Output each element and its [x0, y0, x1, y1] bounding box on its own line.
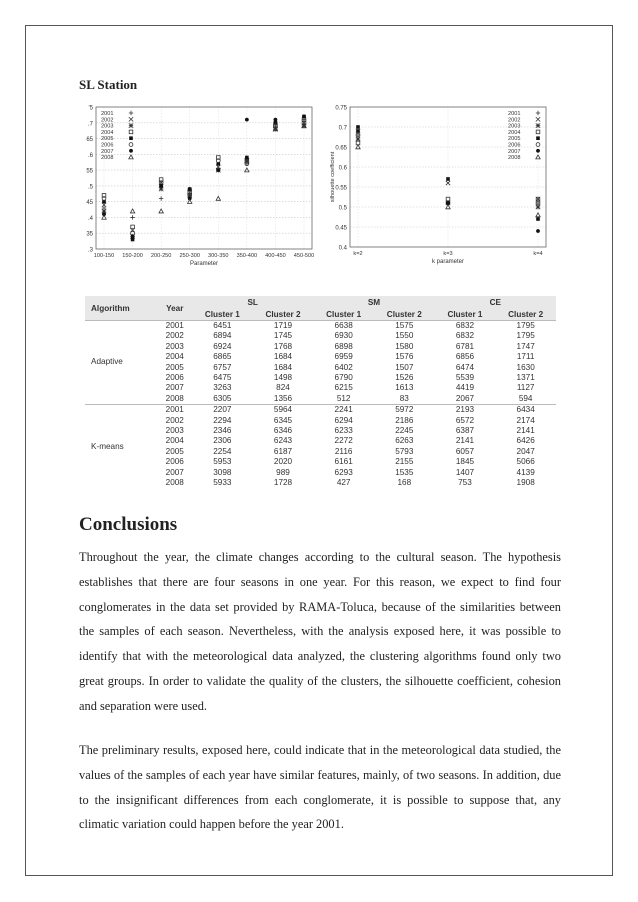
table-body: [85, 321, 556, 489]
value-cell: 1371: [516, 373, 535, 383]
value-cell: 6959: [334, 352, 353, 362]
data-point: [356, 129, 360, 133]
value-cell: 4139: [516, 467, 535, 477]
value-cell: 83: [399, 393, 409, 403]
group-header: SM: [313, 296, 434, 308]
legend-label: 2004: [101, 129, 114, 136]
year-cell: 2001: [158, 405, 193, 416]
legend-label: 2003: [101, 123, 114, 130]
y-tick-label: 0.6: [338, 165, 347, 172]
value-cell: 2186: [395, 415, 414, 425]
value-cell: 1507: [395, 362, 414, 372]
subheader: Cluster 2: [253, 308, 314, 321]
value-cell: 6475: [213, 373, 232, 383]
legend-label: 2001: [101, 111, 114, 117]
y-tick-label: 0.7: [338, 125, 347, 132]
x-tick-label: 100-150: [93, 253, 115, 259]
conclusions-paragraph-2: The preliminary results, exposed here, could indicate that in the meteorological data studied, the values of the samples of each year have similar features, mainly, of two seasons. In addition, due to the insignificant differences from each conglomerate, it is possible to suppose that, any climatic variation could happen before the year 2001.: [79, 743, 561, 832]
value-cell: 1580: [395, 341, 414, 351]
marker-filled-circle: [274, 118, 278, 122]
year-cell: 2003: [165, 426, 184, 436]
value-cell: 6572: [455, 415, 475, 425]
value-cell: 3263: [213, 383, 232, 393]
year-cell: 2005: [165, 446, 184, 456]
value-cell: 6243: [273, 436, 293, 446]
value-cell: 6305: [213, 393, 232, 403]
legend-label: 2002: [508, 117, 521, 124]
value-cell: 6345: [273, 415, 293, 425]
data-point: [131, 234, 135, 238]
legend-marker: [129, 130, 133, 134]
data-point: [536, 205, 540, 209]
legend-marker: [536, 136, 540, 140]
marker-filled-circle: [302, 115, 306, 119]
marker-square: [129, 130, 133, 134]
x-tick-label: 200-250: [150, 253, 172, 259]
value-cell: 2241: [313, 405, 374, 416]
x-tick-label: 450-500: [293, 253, 315, 259]
legend-marker: [536, 149, 540, 153]
value-cell: 3098: [213, 467, 232, 477]
data-point: [274, 118, 278, 122]
legend-label: 2007: [508, 148, 521, 155]
value-cell: 6426: [516, 436, 535, 446]
x-axis-label: k parameter: [431, 259, 465, 265]
value-cell: 5539: [455, 373, 475, 383]
marker-star: [129, 123, 133, 127]
value-cell: 6233: [334, 426, 353, 436]
data-point: [216, 168, 220, 172]
x-tick-label: 250-300: [179, 253, 200, 259]
x-tick-label: 300-350: [208, 253, 229, 259]
legend-marker: [129, 136, 133, 140]
y-tick-label: 0.5: [338, 205, 347, 212]
value-cell: 6346: [273, 426, 293, 436]
marker-cross: [536, 117, 540, 121]
value-cell: 6790: [334, 373, 353, 383]
x-tick-label: 150-200: [122, 253, 143, 259]
chart-parameter: [80, 103, 320, 273]
subheader: Cluster 1: [192, 308, 253, 321]
group-header: CE: [435, 296, 556, 308]
data-point: [188, 187, 192, 191]
marker-filled-circle: [159, 184, 163, 188]
year-cell: 2005: [165, 362, 184, 372]
value-cell: 5066: [516, 457, 535, 467]
value-cell: 1711: [516, 352, 535, 362]
data-point: [159, 196, 163, 200]
value-cell: 6293: [334, 467, 353, 477]
marker-filled-square: [356, 125, 360, 129]
value-cell: 753: [458, 478, 472, 488]
value-cell: 2346: [213, 426, 232, 436]
value-cell: 1127: [516, 383, 535, 393]
value-cell: 6161: [334, 457, 353, 467]
marker-star: [536, 205, 540, 209]
data-point: [159, 184, 163, 188]
marker-filled-square: [188, 187, 192, 191]
value-cell: 6387: [455, 426, 475, 436]
year-cell: 2002: [165, 415, 184, 425]
marker-cross: [446, 181, 450, 185]
marker-filled-circle: [131, 234, 135, 238]
year-cell: 2007: [165, 467, 184, 477]
legend-label: 2006: [508, 142, 521, 149]
data-point: [245, 156, 249, 160]
data-point: [245, 118, 249, 122]
table-row: [85, 405, 556, 416]
data-point: [302, 115, 306, 119]
value-cell: 1745: [273, 331, 293, 341]
value-cell: 594: [518, 393, 533, 403]
value-cell: 5953: [213, 457, 232, 467]
year-cell: 2008: [165, 393, 184, 403]
year-cell: 2008: [165, 478, 184, 488]
value-cell: 2067: [455, 393, 475, 403]
value-cell: 1747: [516, 341, 535, 351]
data-point: [536, 229, 540, 233]
y-tick-label: 35: [86, 231, 93, 238]
marker-filled-circle: [245, 118, 249, 122]
value-cell: 6215: [334, 383, 353, 393]
y-tick-label: '5: [88, 105, 93, 112]
table-row: [85, 321, 556, 332]
chart-k-parameter: [330, 103, 555, 273]
value-cell: 2141: [516, 426, 535, 436]
x-axis-label: Parameter: [189, 261, 219, 267]
year-cell: 2004: [165, 436, 184, 446]
y-tick-label: .7: [87, 121, 93, 128]
legend-marker: [129, 149, 133, 153]
subheader: Cluster 2: [374, 308, 435, 321]
value-cell: 5933: [213, 478, 232, 488]
results-table-wrap: [85, 296, 556, 507]
y-tick-label: 0.65: [335, 145, 347, 152]
marker-filled-square: [536, 136, 540, 140]
value-cell: 2254: [213, 446, 232, 456]
value-cell: 5972: [374, 405, 435, 416]
y-tick-label: .4: [87, 215, 93, 222]
value-cell: 1795: [495, 321, 556, 332]
value-cell: 6898: [334, 341, 353, 351]
value-cell: 1575: [374, 321, 435, 332]
conclusions-paragraph-1: Throughout the year, the climate changes according to the cultural season. The hypothesis establishes that there are four seasons in one year. For this reason, we expect to find four conglomerates in the data set provided by RAMA-Toluca, because of the similarities between the samples of each season. Nevertheless, with the analysis exposed here, it was possible to identify that with the meteorological data analyzed, the clustering algorithms found only two great groups. In order to validate the quality of the clusters, the silhouette coefficient, cohesion and separation were used.: [79, 550, 561, 713]
marker-filled-square: [129, 136, 133, 140]
conclusions-heading: Conclusions: [79, 514, 178, 535]
value-cell: 168: [397, 478, 412, 488]
legend-marker: [129, 123, 133, 127]
legend-marker: [536, 123, 540, 127]
data-point: [356, 137, 360, 141]
group-header: SL: [192, 296, 313, 308]
legend-label: 2007: [101, 148, 114, 155]
value-cell: 2155: [395, 457, 414, 467]
value-cell: 4419: [455, 383, 475, 393]
legend-label: 2002: [101, 117, 114, 124]
value-cell: 6638: [313, 321, 374, 332]
algorithm-cell: Adaptive: [85, 321, 158, 405]
legend-label: 2008: [508, 155, 521, 162]
data-point: [446, 177, 450, 181]
value-cell: 1498: [273, 373, 293, 383]
value-cell: 6757: [213, 362, 232, 372]
value-cell: 6294: [334, 415, 353, 425]
marker-filled-circle: [216, 168, 220, 172]
y-tick-label: .5: [87, 184, 93, 191]
subheader: Cluster 1: [435, 308, 496, 321]
results-table: [85, 296, 556, 489]
y-tick-label: 0.75: [335, 105, 347, 112]
x-tick-label: k=3: [443, 251, 453, 257]
col-year: Year: [158, 296, 193, 321]
year-cell: 2006: [165, 373, 184, 383]
legend-marker: [536, 117, 540, 121]
legend-label: 2003: [508, 123, 521, 130]
value-cell: 824: [276, 383, 290, 393]
data-point: [356, 125, 360, 129]
value-cell: 2047: [516, 446, 535, 456]
year-cell: 2002: [165, 331, 184, 341]
legend-label: 2008: [101, 155, 114, 162]
value-cell: 1719: [253, 321, 314, 332]
value-cell: 2020: [273, 457, 293, 467]
marker-filled-square: [446, 177, 450, 181]
value-cell: 1535: [395, 467, 414, 477]
year-cell: 2006: [165, 457, 184, 467]
col-algorithm: Algorithm: [85, 296, 158, 321]
value-cell: 2141: [455, 436, 475, 446]
x-tick-label: k=2: [353, 251, 363, 257]
data-point: [130, 215, 134, 219]
value-cell: 2193: [435, 405, 496, 416]
value-cell: 1684: [273, 362, 293, 372]
y-tick-label: 0.4: [338, 245, 347, 252]
value-cell: 6781: [455, 341, 475, 351]
value-cell: 1795: [516, 331, 535, 341]
value-cell: 1908: [516, 478, 535, 488]
value-cell: 6832: [455, 331, 475, 341]
value-cell: 6474: [455, 362, 475, 372]
legend-label: 2005: [101, 136, 114, 143]
value-cell: 2207: [192, 405, 253, 416]
marker-plus: [159, 196, 163, 200]
value-cell: 1550: [395, 331, 414, 341]
x-tick-label: 350-400: [236, 253, 258, 259]
legend-label: 2006: [101, 142, 114, 149]
value-cell: 1576: [395, 352, 414, 362]
value-cell: 2272: [334, 436, 353, 446]
y-tick-label: 0.55: [335, 185, 347, 192]
value-cell: 5964: [253, 405, 314, 416]
value-cell: 6263: [395, 436, 414, 446]
value-cell: 6434: [495, 405, 556, 416]
value-cell: 1526: [395, 373, 414, 383]
value-cell: 6924: [213, 341, 232, 351]
value-cell: 1728: [273, 478, 293, 488]
value-cell: 1768: [273, 341, 293, 351]
value-cell: 6451: [192, 321, 253, 332]
value-cell: 6894: [213, 331, 232, 341]
y-tick-label: 45: [86, 200, 93, 207]
marker-star: [356, 137, 360, 141]
value-cell: 6187: [273, 446, 293, 456]
x-tick-label: 400-450: [265, 253, 286, 259]
marker-filled-circle: [129, 149, 133, 153]
value-cell: 512: [336, 393, 351, 403]
year-cell: 2007: [165, 383, 184, 393]
value-cell: 1684: [273, 352, 293, 362]
value-cell: 989: [276, 467, 290, 477]
value-cell: 6865: [213, 352, 232, 362]
value-cell: 1845: [455, 457, 475, 467]
y-tick-label: 65: [86, 137, 93, 144]
value-cell: 2116: [334, 446, 353, 456]
data-point: [536, 217, 540, 221]
value-cell: 2245: [395, 426, 414, 436]
value-cell: 6930: [334, 331, 353, 341]
year-cell: 2004: [165, 352, 184, 362]
marker-filled-circle: [536, 149, 540, 153]
marker-filled-circle: [356, 129, 360, 133]
value-cell: 6057: [455, 446, 475, 456]
value-cell: 5793: [395, 446, 414, 456]
year-cell: 2003: [165, 341, 184, 351]
value-cell: 1407: [455, 467, 475, 477]
marker-plus: [536, 111, 540, 115]
value-cell: 6832: [435, 321, 496, 332]
value-cell: 6402: [334, 362, 353, 372]
value-cell: 2294: [213, 415, 232, 425]
value-cell: 2174: [516, 415, 535, 425]
y-tick-label: .6: [87, 152, 93, 159]
marker-star: [536, 123, 540, 127]
value-cell: 1356: [273, 393, 293, 403]
marker-filled-circle: [536, 229, 540, 233]
marker-filled-square: [245, 156, 249, 160]
legend-label: 2001: [508, 111, 521, 117]
y-axis-label: silhouette coefficient: [330, 151, 336, 203]
value-cell: 1630: [516, 362, 535, 372]
marker-plus: [130, 215, 134, 219]
value-cell: 2306: [213, 436, 232, 446]
x-tick-label: k=4: [533, 251, 543, 257]
subheader: Cluster 1: [313, 308, 374, 321]
y-tick-label: 0.45: [335, 225, 347, 232]
y-tick-label: 55: [86, 168, 93, 175]
legend-marker: [536, 111, 540, 115]
plot-frame: [96, 107, 312, 249]
section-title: SL Station: [79, 77, 138, 92]
value-cell: 1613: [395, 383, 414, 393]
year-cell: 2001: [158, 321, 193, 332]
subheader: Cluster 2: [495, 308, 556, 321]
y-tick-label: .3: [87, 247, 93, 254]
value-cell: 427: [336, 478, 351, 488]
value-cell: 6856: [455, 352, 475, 362]
marker-filled-square: [536, 217, 540, 221]
algorithm-cell: K-means: [85, 405, 158, 489]
data-point: [446, 181, 450, 185]
legend-label: 2005: [508, 136, 521, 143]
legend-label: 2004: [508, 129, 521, 136]
